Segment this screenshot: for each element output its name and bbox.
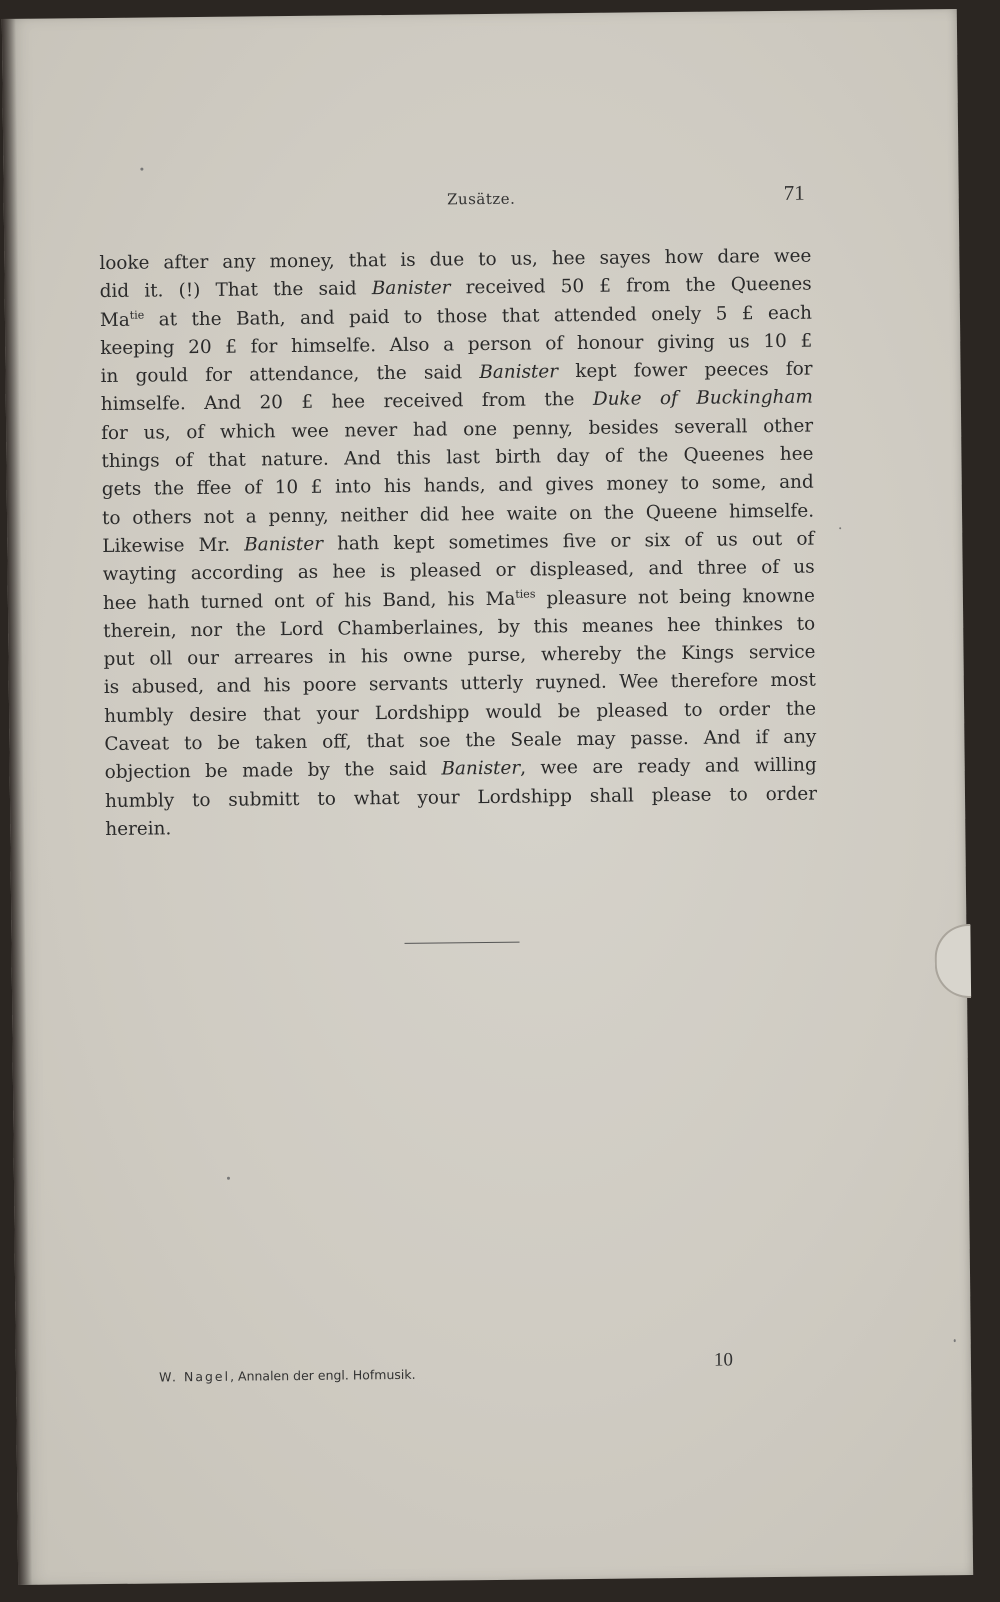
paper-speck bbox=[954, 1339, 956, 1342]
paper-speck bbox=[839, 527, 841, 529]
italic-name: Duke of Buckingham bbox=[592, 387, 813, 411]
text-run: Likewise Mr. bbox=[102, 534, 245, 557]
text-run: kept fower peeces for bbox=[557, 358, 813, 383]
paper-speck bbox=[227, 1177, 230, 1180]
italic-name: Banister bbox=[371, 277, 451, 300]
text-run: humbly to submitt to what your Lordshipp shall please to order bbox=[104, 783, 818, 812]
page-number: 71 bbox=[783, 180, 805, 205]
text-run: in gould for attendance, the said bbox=[100, 362, 480, 388]
thumb-index-tab bbox=[934, 924, 971, 998]
text-run: himselfe. And 20 £ hee received from the bbox=[100, 389, 594, 416]
text-run: Ma bbox=[99, 309, 130, 331]
text-run: things of that nature. And this last birth day of the Queenes hee bbox=[101, 443, 814, 473]
text-run: , wee are ready and willing bbox=[520, 754, 817, 779]
citation-title: , Annalen der engl. Hofmusik. bbox=[229, 1366, 416, 1384]
text-run: to others not a penny, neither did hee waite on the Queene himselfe. bbox=[101, 500, 815, 529]
text-run: did it. (!) That the said bbox=[99, 278, 372, 303]
text-run: is abused, and his poore servants utterly ruyned. Wee therefore most bbox=[103, 670, 816, 699]
text-run: keeping 20 £ for himselfe. Also a person of honour giving us 10 £ bbox=[100, 330, 813, 359]
text-run: therein, nor the Lord Chamberlaines, by this meanes hee thinkes to bbox=[103, 613, 816, 642]
text-run: put oll our arreares in his owne purse, whereby the Kings service bbox=[103, 641, 816, 671]
text-run: for us, of which wee never had one penny, besides severall other bbox=[101, 415, 814, 444]
text-run: pleasure not being knowne bbox=[535, 585, 816, 610]
text-run: wayting according as hee is pleased or displeased, and three of us bbox=[102, 556, 815, 586]
text-run: objection be made by the said bbox=[104, 758, 442, 784]
italic-name: Banister bbox=[244, 533, 324, 556]
text-run: herein. bbox=[105, 818, 172, 840]
text-run: hee hath turned ont of his Band, his Ma bbox=[102, 588, 516, 614]
text-run: received 50 £ from the Queenes bbox=[450, 273, 812, 299]
text-run: looke after any money, that is due to us, hee sayes how dare wee bbox=[99, 245, 812, 275]
superscript: ties bbox=[515, 587, 536, 601]
italic-name: Banister bbox=[479, 361, 559, 384]
italic-name: Banister bbox=[441, 758, 521, 780]
citation-author: W. Nagel bbox=[158, 1368, 231, 1385]
text-run: hath kept sometimes five or six of us out of bbox=[322, 528, 815, 555]
text-run: at the Bath, and paid to those that attended onely 5 £ each bbox=[144, 302, 813, 331]
text-run: humbly desire that your Lordshipp would be pleased to order the bbox=[104, 698, 817, 727]
body-text bbox=[99, 243, 817, 845]
superscript: tie bbox=[129, 308, 145, 322]
running-header: Zusätze. bbox=[446, 189, 516, 209]
book-page bbox=[2, 9, 973, 1585]
paper-speck bbox=[140, 168, 143, 171]
section-rule bbox=[405, 942, 520, 944]
text-run: Caveat to be taken off, that soe the Seale may passe. And if any bbox=[104, 726, 817, 756]
footer-citation bbox=[159, 1367, 416, 1385]
signature-mark: 10 bbox=[713, 1349, 734, 1371]
gutter-shadow bbox=[2, 19, 32, 1585]
text-run: gets the ffee of 10 £ into his hands, and gives money to some, and bbox=[101, 471, 814, 501]
